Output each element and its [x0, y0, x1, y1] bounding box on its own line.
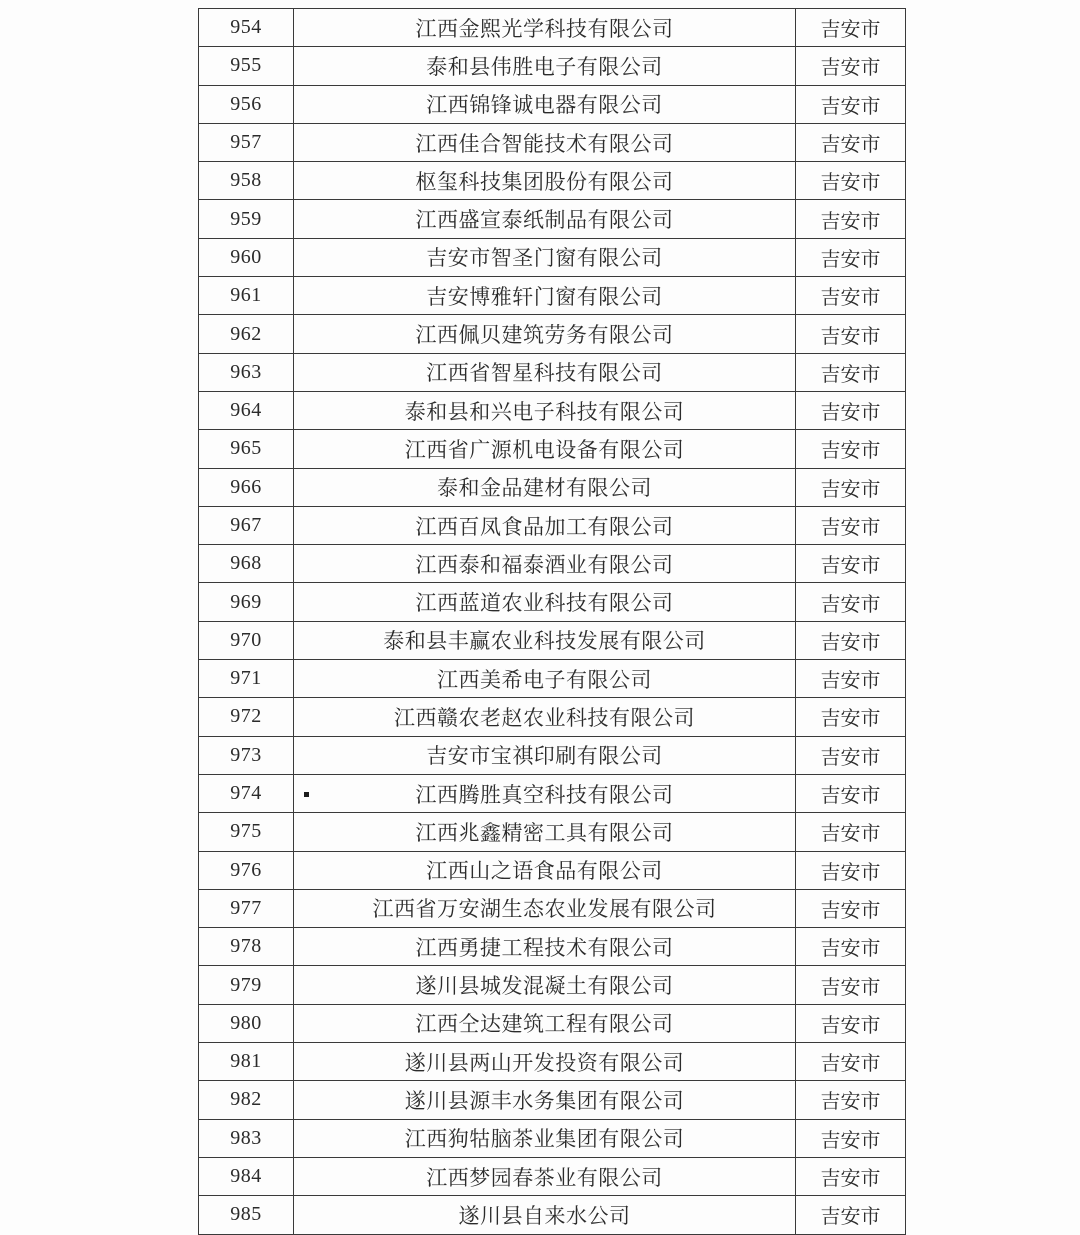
table-row [199, 238, 906, 276]
company-name-cell: 江西佳合智能技术有限公司 [294, 123, 796, 161]
table-row [199, 813, 906, 851]
table-row [199, 1043, 906, 1081]
company-name-cell: 江西勇捷工程技术有限公司 [294, 928, 796, 966]
row-number-cell: 981 [199, 1043, 294, 1081]
row-number-cell: 978 [199, 928, 294, 966]
table-row [199, 1081, 906, 1119]
company-name-cell: 吉安博雅轩门窗有限公司 [294, 277, 796, 315]
row-number-cell: 963 [199, 353, 294, 391]
city-cell: 吉安市 [796, 1196, 906, 1234]
city-cell: 吉安市 [796, 315, 906, 353]
city-cell: 吉安市 [796, 1004, 906, 1042]
city-cell: 吉安市 [796, 353, 906, 391]
table-row [199, 698, 906, 736]
table-row [199, 928, 906, 966]
table-row [199, 353, 906, 391]
row-number-cell: 958 [199, 162, 294, 200]
company-name-cell: 江西蓝道农业科技有限公司 [294, 583, 796, 621]
company-name-cell: 江西赣农老赵农业科技有限公司 [294, 698, 796, 736]
row-number-cell: 971 [199, 660, 294, 698]
city-cell: 吉安市 [796, 277, 906, 315]
company-name-cell: 泰和县伟胜电子有限公司 [294, 47, 796, 85]
row-number-cell: 966 [199, 468, 294, 506]
table-row [199, 162, 906, 200]
company-name-cell: 泰和县和兴电子科技有限公司 [294, 391, 796, 429]
company-name-cell: 江西省万安湖生态农业发展有限公司 [294, 889, 796, 927]
table-row [199, 123, 906, 161]
row-number-cell: 970 [199, 621, 294, 659]
table-row [199, 736, 906, 774]
table-row [199, 966, 906, 1004]
table-row [199, 1157, 906, 1195]
row-number-cell: 964 [199, 391, 294, 429]
ink-dot-artifact [304, 792, 309, 797]
company-list-table [198, 8, 906, 1235]
city-cell: 吉安市 [796, 85, 906, 123]
table-row [199, 47, 906, 85]
table-row [199, 277, 906, 315]
row-number-cell: 975 [199, 813, 294, 851]
city-cell: 吉安市 [796, 468, 906, 506]
company-name-cell: 江西锦锋诚电器有限公司 [294, 85, 796, 123]
city-cell: 吉安市 [796, 506, 906, 544]
city-cell: 吉安市 [796, 1119, 906, 1157]
company-name-cell: 遂川县两山开发投资有限公司 [294, 1043, 796, 1081]
company-name-cell: 枢玺科技集团股份有限公司 [294, 162, 796, 200]
table-row [199, 468, 906, 506]
table-row [199, 1196, 906, 1234]
table-row [199, 660, 906, 698]
company-name-cell: 江西梦园春茶业有限公司 [294, 1157, 796, 1195]
city-cell: 吉安市 [796, 391, 906, 429]
city-cell: 吉安市 [796, 238, 906, 276]
row-number-cell: 985 [199, 1196, 294, 1234]
table-row [199, 583, 906, 621]
table-body [199, 9, 906, 1235]
table-row [199, 889, 906, 927]
company-name-cell: 江西盛宣泰纸制品有限公司 [294, 200, 796, 238]
city-cell: 吉安市 [796, 1043, 906, 1081]
row-number-cell: 965 [199, 430, 294, 468]
city-cell: 吉安市 [796, 851, 906, 889]
company-name-cell: 遂川县城发混凝土有限公司 [294, 966, 796, 1004]
row-number-cell: 956 [199, 85, 294, 123]
table-row [199, 506, 906, 544]
table-row [199, 1004, 906, 1042]
company-name-cell: 遂川县源丰水务集团有限公司 [294, 1081, 796, 1119]
row-number-cell: 979 [199, 966, 294, 1004]
row-number-cell: 973 [199, 736, 294, 774]
row-number-cell: 959 [199, 200, 294, 238]
row-number-cell: 961 [199, 277, 294, 315]
city-cell: 吉安市 [796, 583, 906, 621]
city-cell: 吉安市 [796, 928, 906, 966]
city-cell: 吉安市 [796, 966, 906, 1004]
city-cell: 吉安市 [796, 660, 906, 698]
company-name-cell: 江西百凤食品加工有限公司 [294, 506, 796, 544]
city-cell: 吉安市 [796, 1081, 906, 1119]
company-name-cell: 江西泰和福泰酒业有限公司 [294, 545, 796, 583]
table-row [199, 851, 906, 889]
table-row [199, 545, 906, 583]
city-cell: 吉安市 [796, 162, 906, 200]
city-cell: 吉安市 [796, 774, 906, 812]
city-cell: 吉安市 [796, 9, 906, 47]
company-name-cell: 江西仝达建筑工程有限公司 [294, 1004, 796, 1042]
row-number-cell: 969 [199, 583, 294, 621]
row-number-cell: 980 [199, 1004, 294, 1042]
row-number-cell: 954 [199, 9, 294, 47]
row-number-cell: 974 [199, 774, 294, 812]
company-name-cell: 江西美希电子有限公司 [294, 660, 796, 698]
company-name-cell: 江西兆鑫精密工具有限公司 [294, 813, 796, 851]
row-number-cell: 962 [199, 315, 294, 353]
city-cell: 吉安市 [796, 545, 906, 583]
company-name-cell: 江西山之语食品有限公司 [294, 851, 796, 889]
row-number-cell: 955 [199, 47, 294, 85]
row-number-cell: 968 [199, 545, 294, 583]
row-number-cell: 960 [199, 238, 294, 276]
city-cell: 吉安市 [796, 430, 906, 468]
city-cell: 吉安市 [796, 736, 906, 774]
company-name-cell: 江西省广源机电设备有限公司 [294, 430, 796, 468]
table-row [199, 200, 906, 238]
city-cell: 吉安市 [796, 621, 906, 659]
table-row [199, 9, 906, 47]
company-name-cell: 江西佩贝建筑劳务有限公司 [294, 315, 796, 353]
table-row [199, 430, 906, 468]
city-cell: 吉安市 [796, 889, 906, 927]
company-name-cell: 江西腾胜真空科技有限公司 [294, 774, 796, 812]
row-number-cell: 982 [199, 1081, 294, 1119]
table-row [199, 1119, 906, 1157]
table-row [199, 621, 906, 659]
row-number-cell: 957 [199, 123, 294, 161]
table-row [199, 315, 906, 353]
row-number-cell: 983 [199, 1119, 294, 1157]
city-cell: 吉安市 [796, 123, 906, 161]
row-number-cell: 977 [199, 889, 294, 927]
company-name-cell: 泰和金品建材有限公司 [294, 468, 796, 506]
city-cell: 吉安市 [796, 813, 906, 851]
company-name-cell: 遂川县自来水公司 [294, 1196, 796, 1234]
row-number-cell: 972 [199, 698, 294, 736]
city-cell: 吉安市 [796, 1157, 906, 1195]
company-name-cell: 吉安市宝祺印刷有限公司 [294, 736, 796, 774]
row-number-cell: 984 [199, 1157, 294, 1195]
company-name-cell: 泰和县丰赢农业科技发展有限公司 [294, 621, 796, 659]
company-name-cell: 吉安市智圣门窗有限公司 [294, 238, 796, 276]
row-number-cell: 976 [199, 851, 294, 889]
table-row [199, 391, 906, 429]
table-row [199, 85, 906, 123]
row-number-cell: 967 [199, 506, 294, 544]
company-name-cell: 江西狗牯脑茶业集团有限公司 [294, 1119, 796, 1157]
city-cell: 吉安市 [796, 47, 906, 85]
company-name-cell: 江西金熙光学科技有限公司 [294, 9, 796, 47]
city-cell: 吉安市 [796, 698, 906, 736]
company-name-cell: 江西省智星科技有限公司 [294, 353, 796, 391]
city-cell: 吉安市 [796, 200, 906, 238]
